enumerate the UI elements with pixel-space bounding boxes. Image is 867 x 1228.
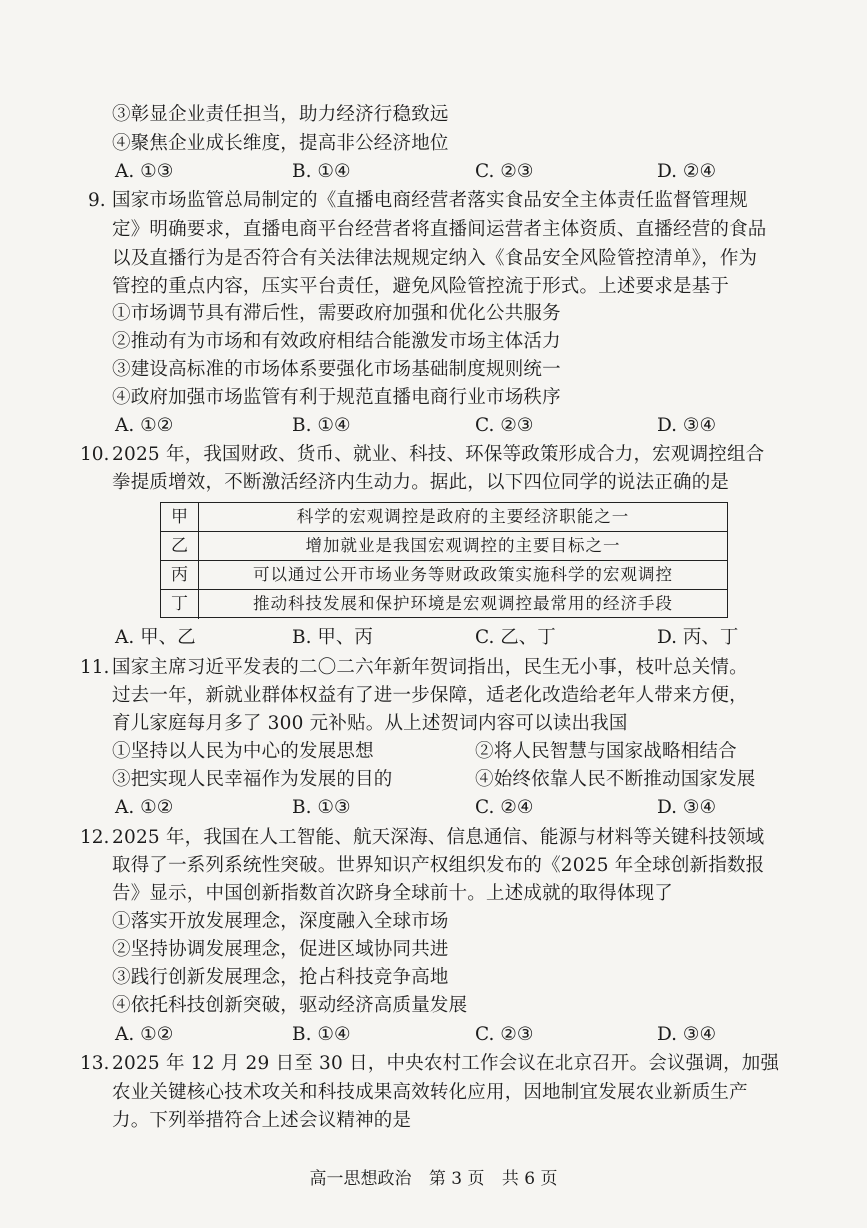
q9-option-d: D. ③④: [657, 415, 717, 436]
q11-number: 11.: [80, 657, 110, 678]
q9-option-c: C. ②③: [475, 415, 534, 436]
q13-stem-line: 农业关键核心技术攻关和科技成果高效转化应用，因地制宜发展农业新质生产: [112, 1082, 748, 1103]
q12-option-c: C. ②③: [475, 1024, 534, 1045]
q11-option-d: D. ③④: [657, 797, 717, 818]
student-label: 丁: [161, 590, 199, 619]
q9-stem-line: 定》明确要求，直播电商平台经营者将直播间运营者主体资质、直播经营的食品: [112, 219, 767, 240]
student-label: 丙: [161, 561, 199, 589]
q9-stem-line: 管控的重点内容，压实平台责任，避免风险管控流于形式。上述要求是基于: [112, 276, 730, 297]
q12-item-3: ③践行创新发展理念，抢占科技竞争高地: [112, 967, 449, 988]
q11-stem-line: 过去一年，新就业群体权益有了进一步保障，适老化改造给老年人带来方便，: [112, 685, 748, 706]
student-statement: 可以通过公开市场业务等财政政策实施科学的宏观调控: [253, 565, 673, 584]
q8-option-b: B. ①④: [292, 161, 351, 182]
q9-item-4: ④政府加强市场监管有利于规范直播电商行业市场秩序: [112, 387, 561, 408]
q12-stem-line: 2025 年，我国在人工智能、航天深海、信息通信、能源与材料等关键科技领域: [112, 827, 765, 848]
q12-option-d: D. ③④: [657, 1024, 717, 1045]
q12-option-b: B. ①④: [292, 1024, 351, 1045]
student-label: 乙: [161, 532, 199, 560]
q11-item-3: ③把实现人民幸福作为发展的目的: [112, 769, 393, 790]
q8-option-a: A. ①③: [115, 161, 174, 182]
q9-option-a: A. ①②: [115, 415, 174, 436]
q11-item-4: ④始终依靠人民不断推动国家发展: [475, 769, 756, 790]
table-row: [161, 532, 727, 561]
student-statement: 科学的宏观调控是政府的主要经济职能之一: [296, 507, 630, 526]
page-footer: [0, 1168, 867, 1190]
q8-option-d: D. ②④: [657, 161, 717, 182]
table-row: [161, 561, 727, 590]
q9-number: 9.: [88, 190, 106, 211]
q11-option-c: C. ②④: [475, 797, 534, 818]
q8-item-3: ③彰显企业责任担当，助力经济行稳致远: [112, 104, 449, 125]
q11-stem-line: 育儿家庭每月多了 300 元补贴。从上述贺词内容可以读出我国: [112, 713, 628, 734]
q11-option-b: B. ①③: [292, 797, 351, 818]
footer-page-number: 第 3 页: [428, 1169, 485, 1189]
q12-item-4: ④依托科技创新突破，驱动经济高质量发展: [112, 995, 468, 1016]
q13-number: 13.: [80, 1053, 110, 1074]
footer-total-pages: 共 6 页: [501, 1169, 558, 1189]
q10-stem-line: 拳提质增效，不断激活经济内生动力。据此，以下四位同学的说法正确的是: [112, 472, 730, 493]
q10-number: 10.: [80, 444, 110, 465]
q9-item-2: ②推动有为市场和有效政府相结合能激发市场主体活力: [112, 331, 561, 352]
table-row: [161, 503, 727, 532]
q12-option-a: A. ①②: [115, 1024, 174, 1045]
footer-subject: 高一思想政治: [309, 1169, 412, 1189]
statement-table: [160, 502, 728, 618]
q9-stem-line: 以及直播行为是否符合有关法律法规规定纳入《食品安全风险管控清单》，作为: [112, 248, 758, 269]
q12-item-1: ①落实开放发展理念，深度融入全球市场: [112, 911, 449, 932]
q12-stem-line: 告》显示，中国创新指数首次跻身全球前十。上述成就的取得体现了: [112, 883, 674, 904]
q11-option-a: A. ①②: [115, 797, 174, 818]
q9-stem-line: 国家市场监管总局制定的《直播电商经营者落实食品安全主体责任监督管理规: [112, 190, 748, 211]
q8-item-4: ④聚焦企业成长维度，提高非公经济地位: [112, 133, 449, 154]
student-statement: 推动科技发展和保护环境是宏观调控最常用的经济手段: [253, 594, 673, 613]
q13-stem-line: 2025 年 12 月 29 日至 30 日，中央农村工作会议在北京召开。会议强调，加强: [112, 1053, 780, 1074]
q13-stem-line: 力。下列举措符合上述会议精神的是: [112, 1110, 412, 1131]
q10-option-b: B. 甲、丙: [292, 627, 373, 648]
q10-stem-line: 2025 年，我国财政、货币、就业、科技、环保等政策形成合力，宏观调控组合: [112, 444, 765, 465]
student-label: 甲: [161, 503, 199, 531]
q11-item-1: ①坚持以人民为中心的发展思想: [112, 741, 374, 762]
q12-item-2: ②坚持协调发展理念，促进区域协同共进: [112, 939, 449, 960]
student-statement: 增加就业是我国宏观调控的主要目标之一: [305, 536, 621, 555]
q10-option-c: C. 乙、丁: [475, 627, 556, 648]
q12-stem-line: 取得了一系列系统性突破。世界知识产权组织发布的《2025 年全球创新指数报: [112, 855, 765, 876]
q9-item-3: ③建设高标准的市场体系要强化市场基础制度规则统一: [112, 359, 561, 380]
q9-option-b: B. ①④: [292, 415, 351, 436]
q8-option-c: C. ②③: [475, 161, 534, 182]
q11-item-2: ②将人民智慧与国家战略相结合: [475, 741, 737, 762]
table-row: [161, 590, 727, 619]
q12-number: 12.: [80, 827, 110, 848]
q9-item-1: ①市场调节具有滞后性，需要政府加强和优化公共服务: [112, 303, 561, 324]
q10-option-d: D. 丙、丁: [657, 627, 739, 648]
q10-option-a: A. 甲、乙: [115, 627, 196, 648]
q11-stem-line: 国家主席习近平发表的二〇二六年新年贺词指出，民生无小事，枝叶总关情。: [112, 657, 748, 678]
